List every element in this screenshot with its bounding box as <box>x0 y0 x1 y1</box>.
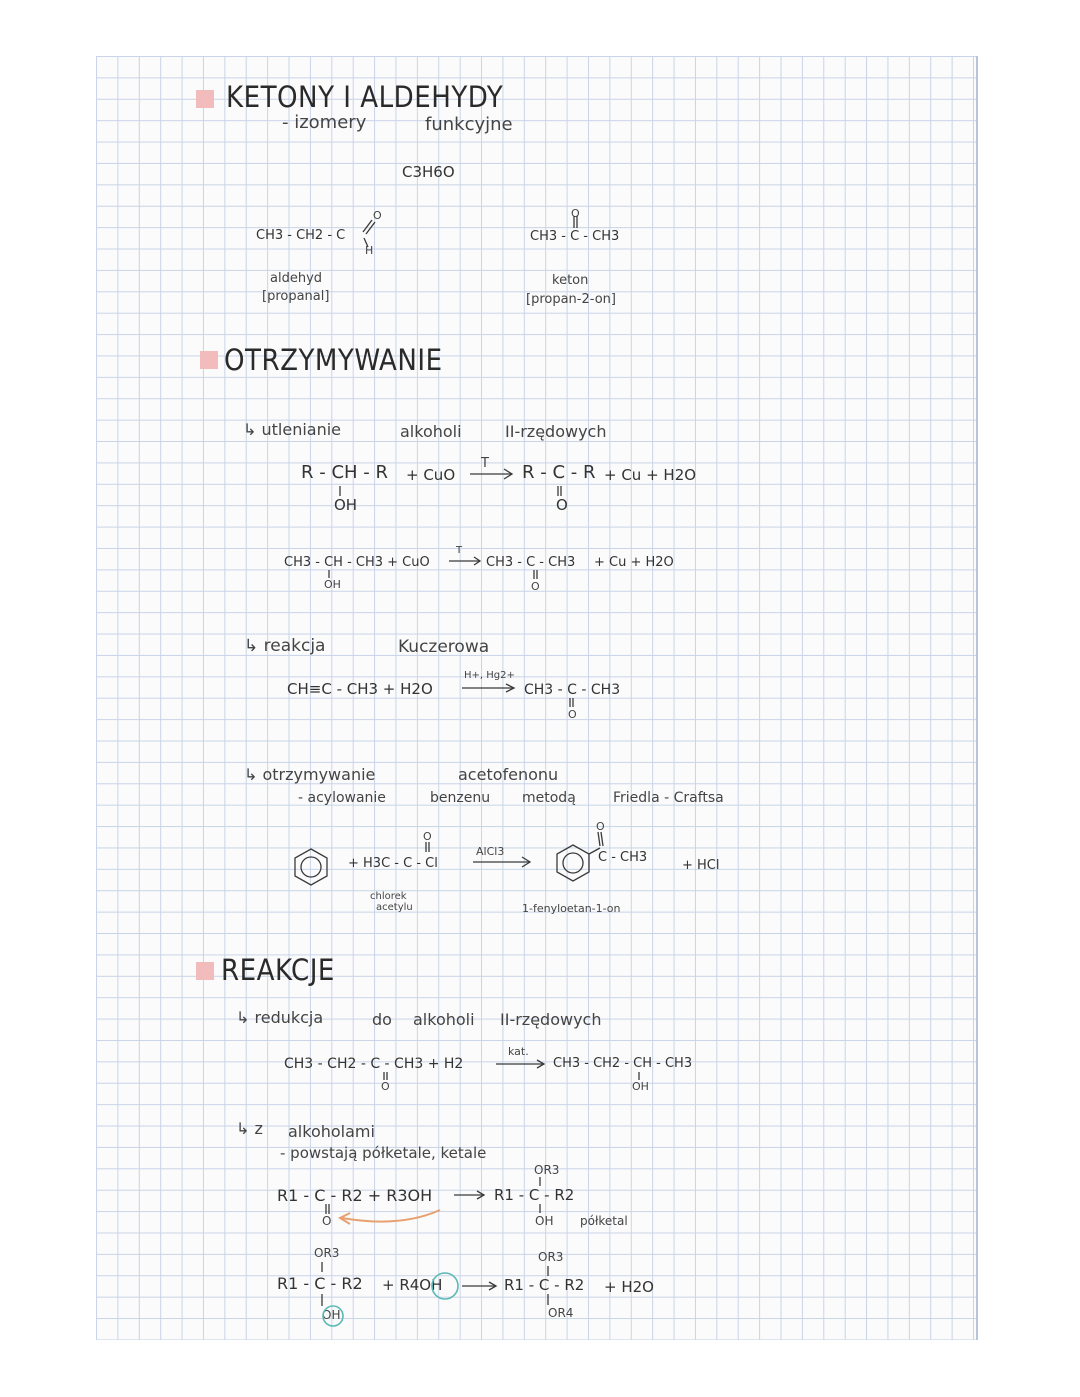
r3-sub-benzenu: benzenu <box>430 790 491 806</box>
r3-eq-product-ch3: C - CH3 <box>598 850 648 865</box>
r1-label-alkoholi: alkoholi <box>400 422 462 441</box>
s3-r2-eq2-OR3-top: OR3 <box>314 1246 340 1260</box>
aldehyde-iupac: [propanal] <box>262 289 330 304</box>
r1-label-rzedowych: II-rzędowych <box>505 422 607 441</box>
r2-eq-catalyst: H+, Hg2+ <box>464 670 515 681</box>
aldehyde-formula: CH3 - CH2 - C <box>256 228 346 243</box>
s3-r2-eq2-OR3-right: OR3 <box>538 1250 564 1264</box>
r1b-eq-left: CH3 - CH - CH3 + CuO <box>284 555 430 570</box>
molecular-formula: C3H6O <box>402 163 455 181</box>
r3-eq-products: + HCl <box>682 858 720 873</box>
r3-eq-catalyst: AlCl3 <box>476 845 505 858</box>
r2-eq-O: O <box>568 708 577 721</box>
r1b-eq-right: CH3 - C - CH3 <box>486 555 576 570</box>
benzene-ring-product <box>557 845 589 881</box>
s3-r1-label-redukcja: ↳ redukcja <box>236 1008 324 1027</box>
r1-eq-O: O <box>556 496 568 514</box>
section-title-ketony-aldehydy: KETONY I ALDEHYDY <box>226 80 504 114</box>
r1-eq-products: + Cu + H2O <box>604 466 697 484</box>
r3-eq-O: O <box>423 830 432 843</box>
r1b-eq-products: + Cu + H2O <box>594 555 674 570</box>
aldehyde-name: aldehyd <box>270 271 323 286</box>
section-title-reakcje: REAKCJE <box>221 953 335 987</box>
subtitle-izomery: - izomery <box>282 112 367 133</box>
s3-r1-eq-catalyst: kat. <box>508 1045 529 1058</box>
subtitle-funkcyjne: funkcyjne <box>425 114 513 135</box>
s3-r1-eq-right: CH3 - CH2 - CH - CH3 <box>553 1056 693 1071</box>
orange-curved-arrow <box>342 1210 440 1222</box>
r1b-eq-OH: OH <box>324 578 341 591</box>
benzene-ring-reactant <box>295 849 327 885</box>
r1-eq-plus-cuo: + CuO <box>406 466 456 484</box>
teal-circle-oh-left <box>323 1306 343 1326</box>
r3-label-otrzymywanie: ↳ otrzymywanie <box>244 765 376 784</box>
r1-label-utlenianie: ↳ utlenianie <box>243 420 342 439</box>
s3-r1-eq-OH: OH <box>632 1080 649 1093</box>
s3-r2-eq2-products: + H2O <box>604 1278 654 1296</box>
s3-r2-label-alkoholami: alkoholami <box>288 1122 375 1141</box>
r3-eq-O2: O <box>596 820 605 833</box>
s3-r2-label-z: ↳ z <box>236 1119 263 1138</box>
aldehyde-O: O <box>373 209 382 222</box>
section-title-otrzymywanie: OTRZYMYWANIE <box>224 343 443 377</box>
aldehyde-H: H <box>365 244 374 257</box>
s3-r2-eq2-OR4: OR4 <box>548 1306 574 1320</box>
s3-r2-eq2-plus: + R4OH <box>382 1276 443 1294</box>
r2-label-kuczerowa: Kuczerowa <box>398 637 490 657</box>
r1b-eq-O: O <box>531 580 540 593</box>
teal-circle-oh <box>432 1273 458 1299</box>
s3-r2-eq1-O: O <box>322 1214 332 1228</box>
r1-eq-OH: OH <box>334 496 358 514</box>
s3-r1-label-do: do <box>372 1010 392 1029</box>
r2-eq-left: CH≡C - CH3 + H2O <box>287 680 433 698</box>
s3-r2-eq1-right: R1 - C - R2 <box>494 1186 575 1204</box>
ketone-O: O <box>571 207 580 220</box>
s3-r2-sub: - powstają półketale, ketale <box>280 1144 487 1162</box>
s3-r1-eq-left: CH3 - CH2 - C - CH3 + H2 <box>284 1056 464 1072</box>
r3-eq-reagent-name-b: acetylu <box>376 902 413 913</box>
s3-r2-eq2-left: R1 - C - R2 <box>277 1274 363 1293</box>
s3-r1-eq-O: O <box>381 1080 390 1093</box>
s3-r2-eq2-OH: OH <box>322 1308 341 1322</box>
aldehyde-double-bond <box>363 220 372 232</box>
r3-eq-acyl-chloride: + H3C - C - Cl <box>348 856 438 871</box>
r3-label-acetofenonu: acetofenonu <box>458 765 559 784</box>
r3-sub-metoda: metodą <box>522 790 576 806</box>
ketone-iupac: [propan-2-on] <box>526 292 616 307</box>
s3-r2-eq2-right: R1 - C - R2 <box>504 1276 585 1294</box>
r2-label-reakcja: ↳ reakcja <box>244 636 326 656</box>
ketone-formula: CH3 - C - CH3 <box>530 229 620 244</box>
r1-eq-left: R - CH - R <box>301 462 388 483</box>
r1-eq-T: T <box>481 456 489 471</box>
r1b-eq-T: T <box>456 545 463 556</box>
s3-r2-eq1-OR3: OR3 <box>534 1163 560 1177</box>
r3-sub-acylowanie: - acylowanie <box>298 790 386 806</box>
aldehyde-h-bond <box>364 238 368 247</box>
s3-r1-label-rzedowych: II-rzędowych <box>500 1010 602 1029</box>
r1-eq-right: R - C - R <box>522 462 596 483</box>
product-co-bond <box>598 832 600 846</box>
s3-r2-eq1-OH: OH <box>535 1214 554 1228</box>
r3-eq-reagent-name-a: chlorek <box>370 891 407 902</box>
s3-r2-eq1-name: półketal <box>580 1214 628 1228</box>
r3-eq-product-name: 1-fenyloetan-1-on <box>522 902 621 915</box>
ketone-name: keton <box>552 273 589 288</box>
s3-r2-eq1-left: R1 - C - R2 + R3OH <box>277 1186 433 1205</box>
s3-r1-label-alkoholi: alkoholi <box>413 1010 475 1029</box>
r2-eq-right: CH3 - C - CH3 <box>524 682 621 698</box>
r3-sub-friedla-craftsa: Friedla - Craftsa <box>613 790 724 806</box>
